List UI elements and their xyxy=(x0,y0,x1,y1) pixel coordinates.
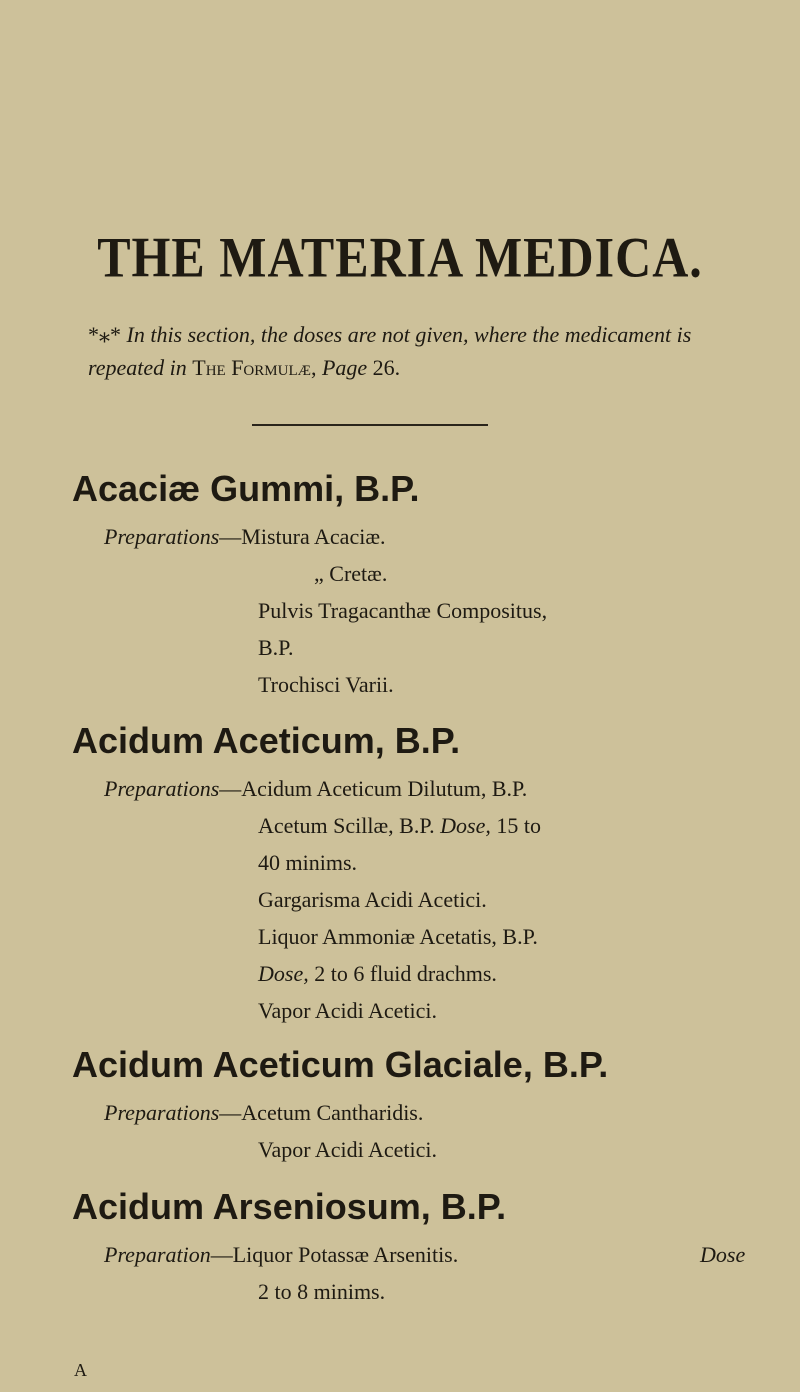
preparations-label: Preparations xyxy=(104,776,220,801)
preparations-line xyxy=(104,524,386,550)
preparation-item: Liquor Potassæ Arsenitis. xyxy=(232,1242,459,1267)
editorial-note xyxy=(88,318,748,384)
preparations-label: Preparations xyxy=(104,524,220,549)
preparation-item xyxy=(258,813,541,839)
dose-label: Dose, xyxy=(258,961,309,986)
dose-line xyxy=(258,961,497,987)
note-asterism: *⁎* xyxy=(88,322,121,347)
entry-heading-glaciale: Acidum Aceticum Glaciale, B.P. xyxy=(72,1044,609,1085)
note-text: In this section, the doses are not given, where the medicament is repeated in xyxy=(88,322,692,380)
preparations-label: Preparations xyxy=(104,1100,220,1125)
dose-label: Dose, xyxy=(440,813,491,838)
entry-heading-arseniosum: Acidum Arseniosum, B.P. xyxy=(72,1186,507,1227)
preparation-item: Gargarisma Acidi Acetici. xyxy=(258,887,487,912)
preparations-line xyxy=(104,776,527,802)
dose-value: 15 to xyxy=(496,813,541,838)
dose-value: 2 to 6 fluid drachms. xyxy=(314,961,497,986)
preparations-label: Preparation xyxy=(104,1242,211,1267)
note-reference: The Formulæ, xyxy=(192,355,317,380)
preparation-item: Acidum Aceticum Dilutum, B.P. xyxy=(241,776,528,801)
dose-value: 2 to 8 minims. xyxy=(258,1279,386,1304)
dose-value: 40 minims. xyxy=(258,850,358,875)
preparation-item: Acetum Cantharidis. xyxy=(241,1100,424,1125)
preparations-dash: — xyxy=(219,1100,242,1125)
page-title: THE MATERIA MEDICA. xyxy=(97,224,703,290)
signature-mark: A xyxy=(74,1360,87,1380)
preparations-dash: — xyxy=(219,524,242,549)
dose-label-text: Dose xyxy=(700,1242,746,1267)
note-page-label: Page xyxy=(321,355,368,380)
preparation-item: Vapor Acidi Acetici. xyxy=(258,998,438,1023)
preparations-line xyxy=(104,1100,423,1126)
dose-label xyxy=(700,1242,745,1268)
preparations-dash: — xyxy=(210,1242,233,1267)
entry-heading-aceticum: Acidum Aceticum, B.P. xyxy=(72,720,461,761)
preparation-item: Mistura Acaciæ. xyxy=(241,524,386,549)
preparation-item: Liquor Ammoniæ Acetatis, B.P. xyxy=(258,924,538,949)
preparation-item: Trochisci Varii. xyxy=(258,672,394,697)
entry-heading-acacia: Acaciæ Gummi, B.P. xyxy=(72,468,420,509)
preparations-dash: — xyxy=(219,776,242,801)
preparation-item: B.P. xyxy=(258,635,294,660)
preparation-item: Vapor Acidi Acetici. xyxy=(258,1137,438,1162)
preparation-item: Pulvis Tragacanthæ Compositus, xyxy=(258,598,548,623)
note-page-number: 26. xyxy=(372,355,401,380)
preparation-name: Acetum Scillæ, B.P. xyxy=(258,813,435,838)
preparation-item: „ Cretæ. xyxy=(314,561,388,586)
section-divider xyxy=(252,424,488,426)
preparations-line xyxy=(104,1242,458,1268)
